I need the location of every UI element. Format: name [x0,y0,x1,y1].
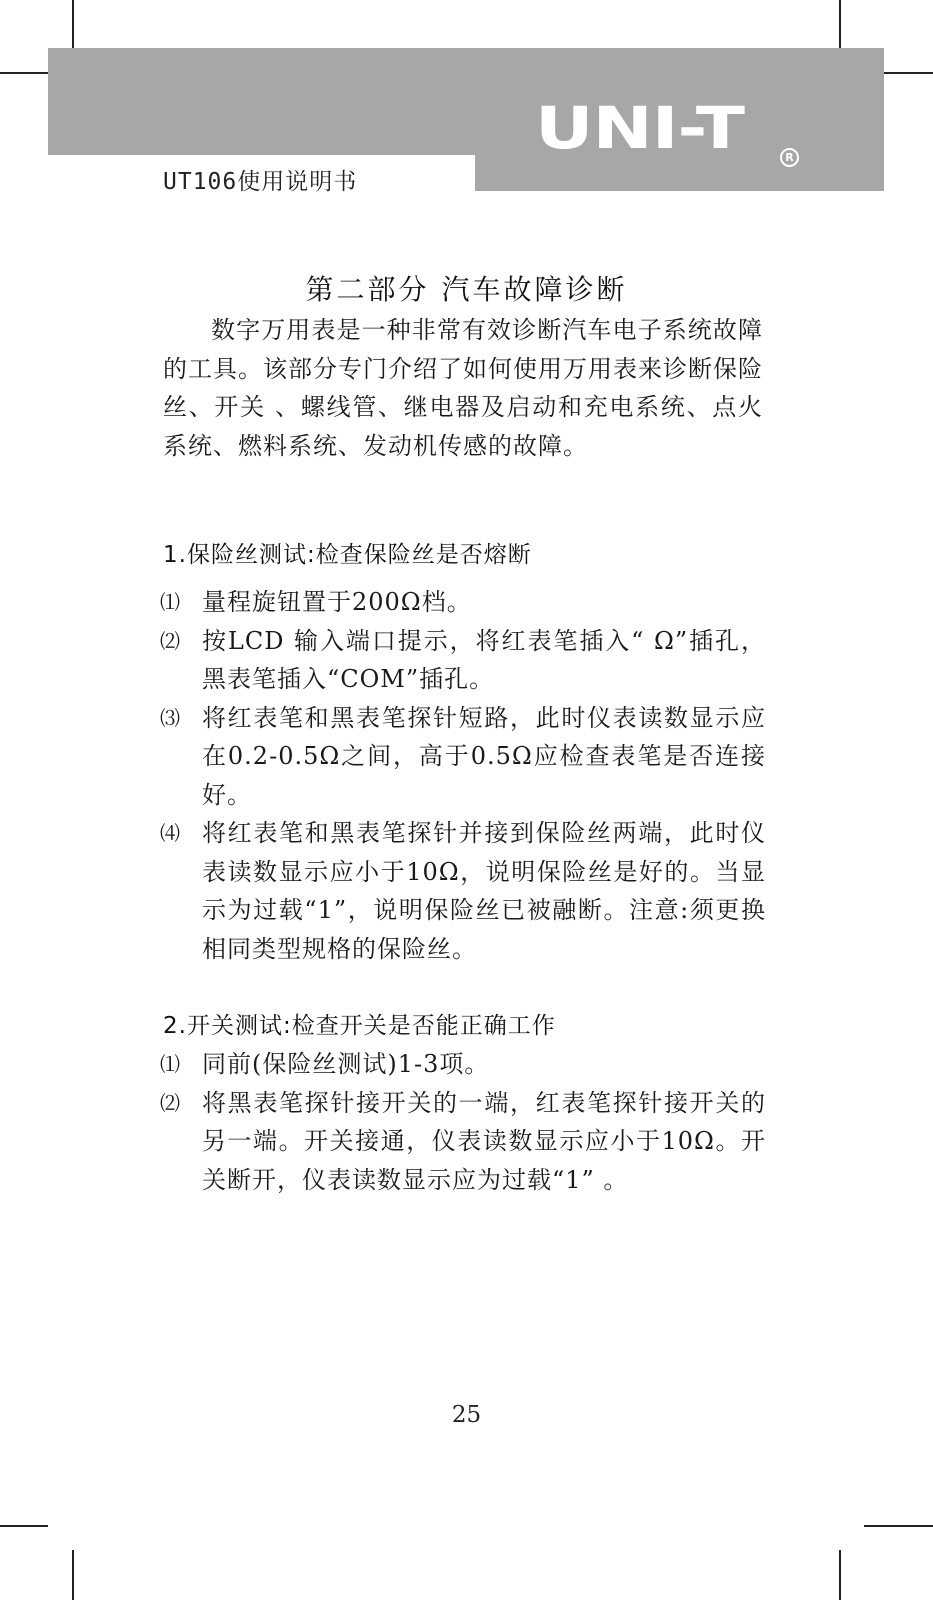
intro-paragraph: 数字万用表是一种非常有效诊断汽车电子系统故障的工具。该部分专门介绍了如何使用万用表来诊断保险丝、开关 、螺线管、继电器及启动和充电系统、点火系统、燃料系统、发动机传感的故障。 [163,316,763,460]
crop-mark [72,0,74,48]
list-item [160,1084,766,1200]
crop-mark [72,1550,74,1600]
crop-mark [839,0,841,48]
crop-mark [0,72,48,74]
header-band [48,48,884,155]
step-number: ⑵ [160,628,181,653]
step-number: ⑷ [160,821,181,845]
step-text: 将黑表笔探针接开关的一端，红表笔探针接开关的另一端。开关接通，仪表读数显示应小于10Ω。开关断开，仪表读数显示应为过载“1” 。 [202,1088,766,1194]
step-text: 将红表笔和黑表笔探针短路，此时仪表读数显示应在0.2-0.5Ω之间，高于0.5Ω应检查表笔是否连接好。 [202,703,766,809]
registered-mark-icon: R [780,148,799,167]
crop-mark [0,1525,48,1527]
crop-mark [839,1550,841,1600]
step-number: ⑵ [160,1090,181,1115]
crop-mark [864,1525,933,1527]
list-item [160,1045,766,1084]
list-item [160,699,766,815]
list-item [160,814,766,968]
crop-mark [884,72,933,74]
brand-logo: UNI-T [535,94,744,162]
step-text: 将红表笔和黑表笔探针并接到保险丝两端，此时仪表读数显示应小于10Ω，说明保险丝是好的。当显示为过载“1”，说明保险丝已被融断。注意:须更换相同类型规格的保险丝。 [202,819,766,963]
step-number: ⑶ [160,705,181,730]
section-title: 第二部分 汽车故障诊断 [305,273,628,306]
step-number: ⑴ [160,590,181,614]
fuse-test-steps [160,583,766,968]
manual-title: UT106使用说明书 [163,169,358,195]
step-text: 同前(保险丝测试)1-3项。 [202,1050,490,1078]
page-number: 25 [451,1402,482,1428]
step-number: ⑴ [160,1052,181,1076]
switch-test-heading: 2.开关测试:检查开关是否能正确工作 [163,1013,556,1039]
switch-test-steps [160,1045,766,1199]
step-text: 量程旋钮置于200Ω档。 [202,588,472,616]
step-text: 按LCD 输入端口提示，将红表笔插入“ Ω”插孔，黑表笔插入“COM”插孔。 [202,626,766,693]
fuse-test-heading: 1.保险丝测试:检查保险丝是否熔断 [163,542,532,568]
list-item [160,622,766,699]
list-item [160,583,766,622]
